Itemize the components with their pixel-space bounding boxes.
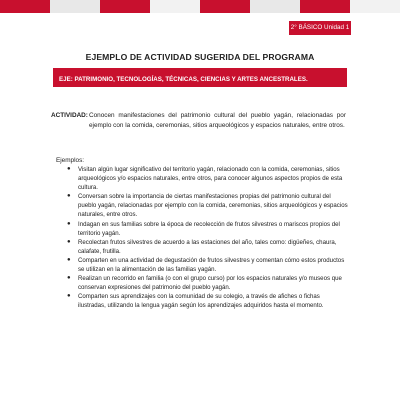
list-item (67, 165, 348, 192)
strip-segment (150, 0, 200, 13)
bullet-icon: ● (67, 293, 71, 300)
strip-segment (50, 0, 100, 13)
axis-text: EJE: PATRIMONIO, TECNOLOGÍAS, TÉCNICAS, CIENCIAS Y ARTES ANCESTRALES. (59, 76, 308, 83)
bullet-icon: ● (67, 166, 71, 172)
list-item-text: Conversan sobre la importancia de ciertas manifestaciones propias del patrimonio cultural del pueblo yagán, relacionadas por ejemplo con la comida, ceremonias, sitios arqueológicos y espacios naturales, entre otros. (78, 193, 348, 219)
list-item-text: Comparten sus aprendizajes con la comunidad de su colegio, a través de afiches o fichas ilustradas, utilizando la lengua yagán según los aprendizajes adquiridos hasta el momento. (78, 293, 324, 310)
list-item (67, 256, 348, 274)
examples-list (67, 165, 348, 311)
list-item (67, 220, 348, 238)
list-item-text: Realizan un recorrido en familia (o con el grupo curso) por los espacios naturales y/o museos que conservan expresiones del patrimonio del pueblo yagán. (78, 275, 342, 292)
activity-description: Conocen manifestaciones del patrimonio cultural del pueblo yagán, relacionadas por ejemplo con la comida, ceremonias, sitios arqueológicos y espacios naturales, entre otros. (89, 112, 346, 129)
axis-banner (53, 68, 347, 87)
strip-segment (200, 0, 250, 13)
strip-segment (100, 0, 150, 13)
list-item-text: Comparten en una actividad de degustación de frutos silvestres y comentan cómo estos productos se utilizan en la alimentación de las familias yagán. (78, 256, 345, 274)
strip-segment (0, 0, 50, 13)
strip-segment (350, 0, 400, 13)
bullet-icon: ● (67, 193, 71, 200)
strip-segment (250, 0, 300, 13)
list-item-text: Recolectan frutos silvestres de acuerdo a las estaciones del año, tales como: digüeñes, chaura, calafate, frutilla. (78, 238, 337, 255)
bullet-icon: ● (67, 238, 71, 245)
strip-segment (300, 0, 350, 13)
list-item (67, 238, 348, 256)
activity-label: ACTIVIDAD: (51, 112, 88, 119)
list-item (67, 292, 348, 310)
bullet-icon: ● (67, 256, 71, 263)
list-item (67, 274, 348, 292)
examples-label: Ejemplos: (56, 157, 85, 164)
list-item-text: Indagan en sus familias sobre la época de recolección de frutos silvestres o mariscos propios del territorio yagán. (78, 220, 340, 237)
list-item (67, 192, 348, 219)
header-color-strip (0, 0, 400, 13)
bullet-icon: ● (67, 220, 71, 227)
page-title: EJEMPLO DE ACTIVIDAD SUGERIDA DEL PROGRAMA (85, 52, 315, 62)
list-item-text: Visitan algún lugar significativo del territorio yagán, relacionado con la comida, ceremonias, sitios arqueológicos y/o espacios naturales, entre otros, para conocer algunos aspectos propios de esta cultura. (78, 166, 343, 192)
bullet-icon: ● (67, 275, 71, 282)
grade-unit-badge: 2° BÁSICO Unidad 1 (289, 21, 351, 35)
